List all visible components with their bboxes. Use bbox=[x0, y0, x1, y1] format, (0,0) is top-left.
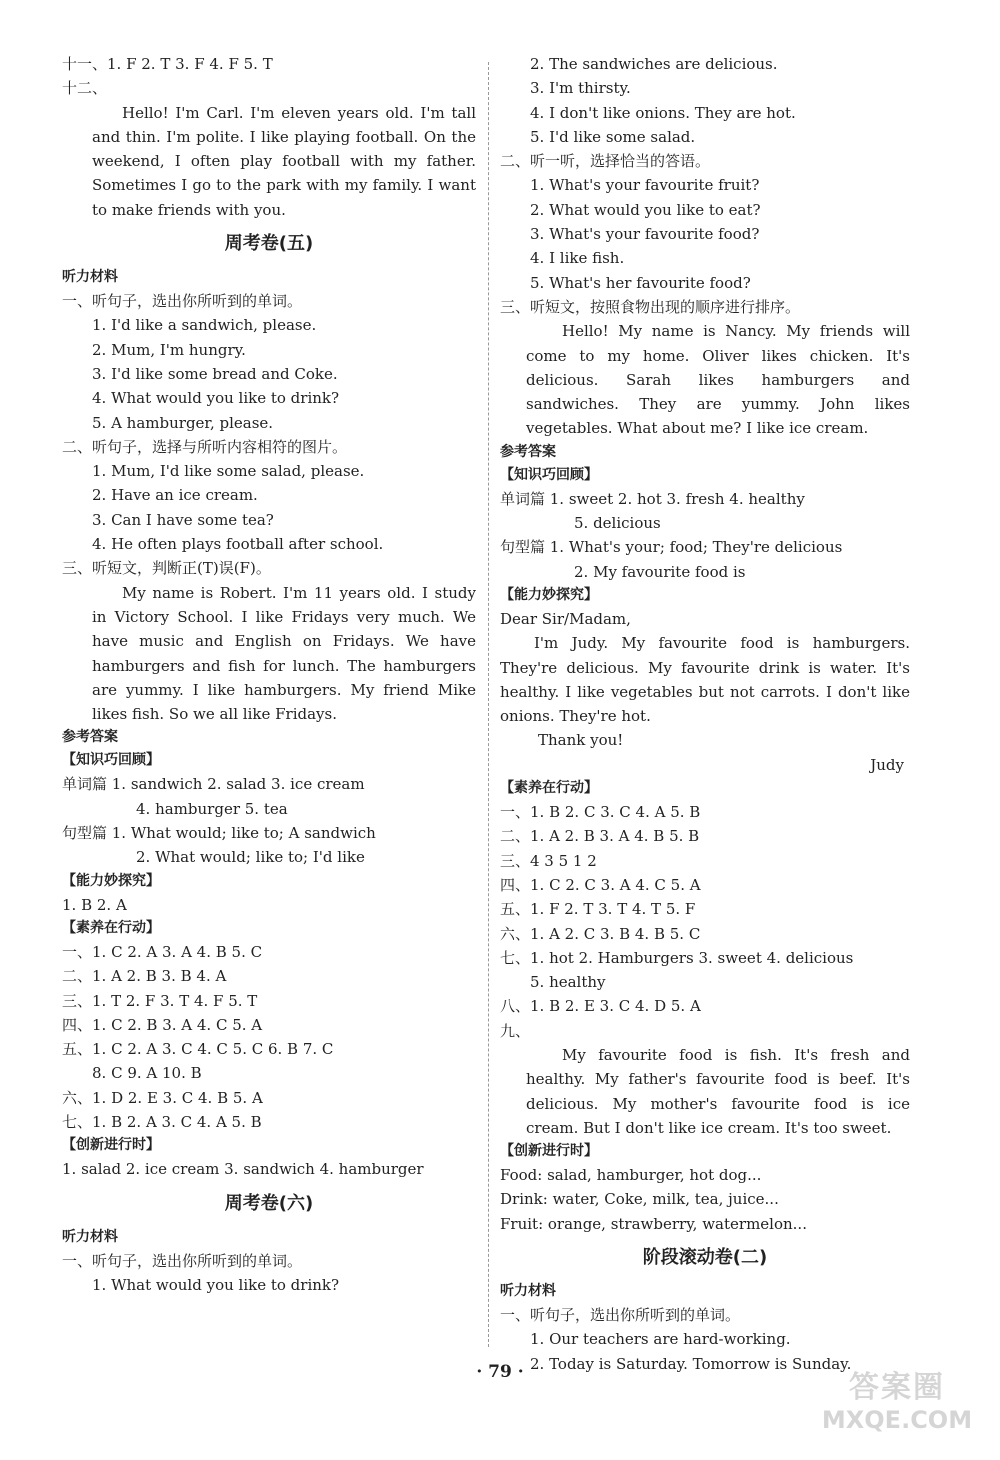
list-item: 4. What would you like to drink? bbox=[92, 389, 340, 408]
passage-nine: My favourite food is fish. It's fresh and healthy. My father's favourite food is beef. It's delicious. My mother's favourite food is ice cream. But I don't like ice cream. It's too sweet. bbox=[526, 1045, 910, 1137]
action-label: 【素养在行动】 bbox=[62, 919, 160, 936]
answer-line: 二、1. A 2. B 3. B 4. A bbox=[62, 967, 227, 986]
answer-line: 三、1. T 2. F 3. T 4. F 5. T bbox=[62, 991, 258, 1010]
review-label: 【知识巧回顾】 bbox=[62, 752, 160, 769]
list-item: 5. I'd like some salad. bbox=[530, 127, 696, 146]
action-label: 【素养在行动】 bbox=[500, 780, 598, 797]
answer-line: 八、1. B 2. E 3. C 4. D 5. A bbox=[500, 997, 701, 1016]
reference-answer-label: 参考答案 bbox=[500, 443, 556, 460]
column-divider bbox=[488, 62, 489, 1347]
words-line: 4. hamburger 5. tea bbox=[136, 799, 288, 818]
sentence-line: 2. My favourite food is bbox=[574, 562, 746, 581]
list-item: 1. I'd like a sandwich, please. bbox=[92, 316, 317, 335]
sentence-line: 句型篇 1. What's your; food; They're delicious bbox=[500, 538, 843, 557]
answer-line: 四、1. C 2. C 3. A 4. C 5. A bbox=[500, 875, 701, 894]
section-two-title: 二、听一听，选择恰当的答语。 bbox=[500, 152, 711, 171]
answer-line: 二、1. A 2. B 3. A 4. B 5. B bbox=[500, 827, 700, 846]
review-label: 【知识巧回顾】 bbox=[500, 466, 598, 483]
answer-line: 七、1. B 2. A 3. C 4. A 5. B bbox=[62, 1112, 262, 1131]
answer-line: 三、4 3 5 1 2 bbox=[500, 851, 597, 870]
list-item: 4. He often plays football after school. bbox=[92, 535, 384, 554]
list-item: 5. A hamburger, please. bbox=[92, 413, 274, 432]
section-three-title: 三、听短文，按照食物出现的顺序进行排序。 bbox=[500, 297, 801, 316]
list-item: 3. I'm thirsty. bbox=[530, 79, 631, 98]
answer-line: 四、1. C 2. B 3. A 4. C 5. A bbox=[62, 1015, 263, 1034]
explore-label: 【能力妙探究】 bbox=[500, 586, 598, 603]
answer-line: 5. healthy bbox=[530, 973, 606, 992]
section-nine-title: 九、 bbox=[500, 1021, 531, 1040]
section-two-title: 二、听句子，选择与所听内容相符的图片。 bbox=[62, 437, 348, 456]
list-item: 4. I like fish. bbox=[530, 249, 625, 268]
section-twelve-title: 十二、 bbox=[62, 79, 108, 98]
sentence-line: 2. What would; like to; I'd like bbox=[136, 848, 365, 867]
list-item: 3. Can I have some tea? bbox=[92, 510, 274, 529]
section-one-title: 一、听句子，选出你所听到的单词。 bbox=[62, 292, 303, 311]
letter-greeting: Dear Sir/Madam, bbox=[500, 609, 631, 628]
list-item: 4. I don't like onions. They are hot. bbox=[530, 103, 796, 122]
watermark-logo bbox=[812, 1362, 982, 1452]
section-one-title: 一、听句子，选出你所听到的单词。 bbox=[500, 1306, 741, 1325]
sentence-line: 句型篇 1. What would; like to; A sandwich bbox=[62, 824, 376, 843]
list-item: 1. What's your favourite fruit? bbox=[530, 176, 760, 195]
passage-robert: My name is Robert. I'm 11 years old. I study in Victory School. I like Fridays very much. We have music and English on Fridays. We have hamburgers and fish for lunch. The hamburgers are yummy. I like hamburgers. My friend Mike likes fish. So we all like Fridays. bbox=[92, 583, 476, 724]
answer-line: 七、1. hot 2. Hamburgers 3. sweet 4. delicious bbox=[500, 948, 854, 967]
answer-line: 一、1. B 2. C 3. C 4. A 5. B bbox=[500, 803, 701, 822]
innovation-label: 【创新进行时】 bbox=[62, 1137, 160, 1154]
essay-twelve: Hello! I'm Carl. I'm eleven years old. I'm tall and thin. I'm polite. I like playing football. On the weekend, I often play football with my father. Sometimes I go to the park with my family. I want to make friends with you. bbox=[92, 103, 476, 219]
list-item: 1. Our teachers are hard-working. bbox=[530, 1330, 791, 1349]
reference-answer-label: 参考答案 bbox=[62, 729, 118, 746]
innovation-line: Food: salad, hamburger, hot dog... bbox=[500, 1166, 762, 1185]
list-item: 2. Have an ice cream. bbox=[92, 486, 258, 505]
listening-label: 听力材料 bbox=[500, 1283, 556, 1300]
passage-nancy: Hello! My name is Nancy. My friends will come to my home. Oliver likes chicken. It's delicious. Sarah likes hamburgers and sandwiches. They are yummy. John likes vegetables. What about me? I like ice cream. bbox=[526, 322, 910, 438]
heading-stage-two: 阶段滚动卷(二) bbox=[642, 1247, 768, 1269]
heading-week-five: 周考卷(五) bbox=[224, 233, 314, 255]
list-item: 2. Mum, I'm hungry. bbox=[92, 340, 246, 359]
innovation-label: 【创新进行时】 bbox=[500, 1143, 598, 1160]
letter-signature: Judy bbox=[870, 755, 904, 774]
list-item: 2. What would you like to eat? bbox=[530, 200, 761, 219]
left-column bbox=[62, 52, 476, 1297]
words-line: 5. delicious bbox=[574, 514, 661, 533]
heading-week-six: 周考卷(六) bbox=[224, 1192, 314, 1214]
listening-label: 听力材料 bbox=[62, 1228, 118, 1245]
section-three-title: 三、听短文，判断正(T)误(F)。 bbox=[62, 559, 271, 578]
section-one-title: 一、听句子，选出你所听到的单词。 bbox=[62, 1251, 303, 1270]
list-item: 2. The sandwiches are delicious. bbox=[530, 55, 778, 73]
words-line: 单词篇 1. sweet 2. hot 3. fresh 4. healthy bbox=[500, 489, 805, 508]
answer-line: 五、1. C 2. A 3. C 4. C 5. C 6. B 7. C bbox=[62, 1040, 334, 1059]
answer-line: 五、1. F 2. T 3. T 4. T 5. F bbox=[500, 900, 696, 919]
innovation-line: Drink: water, Coke, milk, tea, juice... bbox=[500, 1190, 779, 1209]
list-item: 3. I'd like some bread and Coke. bbox=[92, 364, 338, 383]
list-item: 3. What's your favourite food? bbox=[530, 225, 760, 244]
list-item: 1. What would you like to drink? bbox=[92, 1275, 340, 1294]
answer-line: 六、1. A 2. C 3. B 4. B 5. C bbox=[500, 924, 701, 943]
list-item: 1. Mum, I'd like some salad, please. bbox=[92, 462, 365, 481]
answer-line: 8. C 9. A 10. B bbox=[92, 1064, 202, 1083]
innovation-answers: 1. salad 2. ice cream 3. sandwich 4. hamburger bbox=[62, 1160, 424, 1179]
answer-line: 一、1. C 2. A 3. A 4. B 5. C bbox=[62, 942, 263, 961]
explore-answers: 1. B 2. A bbox=[62, 895, 127, 914]
letter-body: I'm Judy. My favourite food is hamburgers. They're delicious. My favourite drink is water. It's healthy. I like vegetables but not carrots. I don't like onions. They're hot. bbox=[500, 634, 910, 726]
watermark-url: MXQE.COM bbox=[821, 1406, 973, 1434]
watermark-text: 答案圈 bbox=[849, 1370, 945, 1405]
list-item: 5. What's her favourite food? bbox=[530, 273, 751, 292]
list-item: 2. Today is Saturday. Tomorrow is Sunday. bbox=[530, 1354, 852, 1373]
words-line: 单词篇 1. sandwich 2. salad 3. ice cream bbox=[62, 775, 365, 794]
right-column bbox=[500, 52, 910, 1376]
listening-label: 听力材料 bbox=[62, 269, 118, 286]
explore-label: 【能力妙探究】 bbox=[62, 872, 160, 889]
page-number: · 79 · bbox=[476, 1362, 524, 1382]
answer-line: 六、1. D 2. E 3. C 4. B 5. A bbox=[62, 1088, 263, 1107]
letter-thanks: Thank you! bbox=[538, 731, 624, 750]
answers-eleven: 十一、1. F 2. T 3. F 4. F 5. T bbox=[62, 55, 273, 73]
innovation-line: Fruit: orange, strawberry, watermelon... bbox=[500, 1214, 807, 1233]
